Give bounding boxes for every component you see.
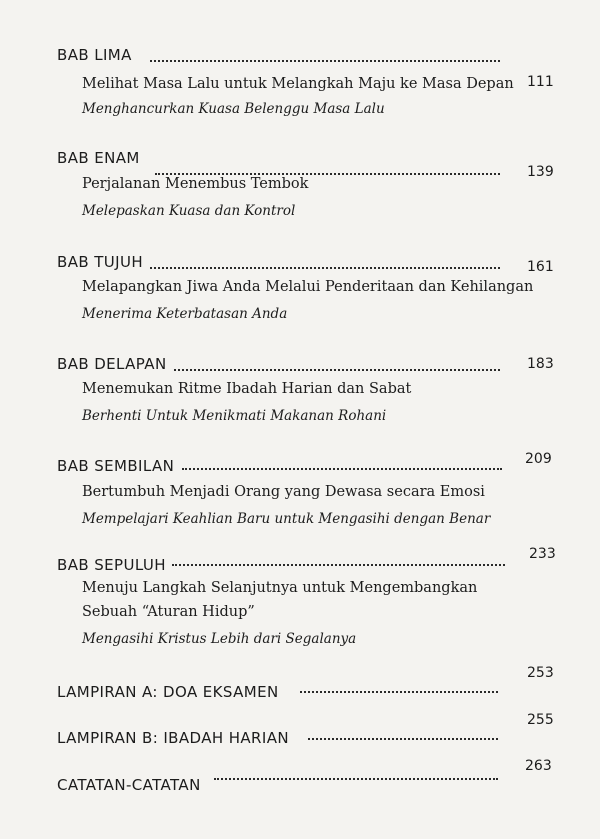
page-number: 111 [527, 74, 554, 90]
chapter-title: Menemukan Ritme Ibadah Harian dan Sabat [82, 381, 412, 397]
dot-leader [155, 173, 500, 175]
chapter-subtitle: Menerima Keterbatasan Anda [82, 306, 288, 322]
chapter-title: Bertumbuh Menjadi Orang yang Dewasa secara Emosi [82, 484, 485, 500]
page-number: 255 [527, 712, 554, 728]
appendix-heading: LAMPIRAN B: IBADAH HARIAN [57, 729, 289, 747]
notes-heading: CATATAN-CATATAN [57, 776, 201, 794]
chapter-heading: BAB SEMBILAN [57, 457, 175, 475]
page-number: 183 [527, 356, 554, 372]
chapter-subtitle: Mempelajari Keahlian Baru untuk Mengasihi dengan Benar [82, 511, 491, 527]
chapter-subtitle: Melepaskan Kuasa dan Kontrol [82, 203, 296, 219]
dot-leader [300, 691, 498, 693]
chapter-title: Melihat Masa Lalu untuk Melangkah Maju ke Masa Depan [82, 76, 514, 92]
page-number: 139 [527, 164, 554, 180]
page-number: 161 [527, 259, 554, 275]
chapter-title: Perjalanan Menembus Tembok [82, 176, 309, 192]
chapter-title: Melapangkan Jiwa Anda Melalui Penderitaan dan Kehilangan [82, 279, 534, 295]
chapter-subtitle: Berhenti Untuk Menikmati Makanan Rohani [82, 408, 387, 424]
page-number: 253 [527, 665, 554, 681]
appendix-heading: LAMPIRAN A: DOA EKSAMEN [57, 683, 279, 701]
dot-leader [174, 369, 500, 371]
dot-leader [172, 564, 505, 566]
chapter-heading: BAB ENAM [57, 149, 140, 167]
dot-leader [214, 778, 498, 780]
chapter-subtitle: Menghancurkan Kuasa Belenggu Masa Lalu [82, 101, 385, 117]
chapter-title-line-1: Menuju Langkah Selanjutnya untuk Mengembangkan [82, 580, 478, 596]
page-number: 233 [529, 546, 556, 562]
page-number: 263 [525, 758, 552, 774]
dot-leader [308, 738, 498, 740]
chapter-subtitle: Mengasihi Kristus Lebih dari Segalanya [82, 631, 357, 647]
chapter-heading: BAB LIMA [57, 46, 132, 64]
dot-leader [150, 60, 500, 62]
dot-leader [182, 468, 502, 470]
page-number: 209 [525, 451, 552, 467]
chapter-heading: BAB SEPULUH [57, 556, 166, 574]
dot-leader [150, 267, 500, 269]
chapter-title-line-2: Sebuah “Aturan Hidup” [82, 604, 255, 620]
chapter-heading: BAB DELAPAN [57, 355, 167, 373]
chapter-heading: BAB TUJUH [57, 253, 144, 271]
